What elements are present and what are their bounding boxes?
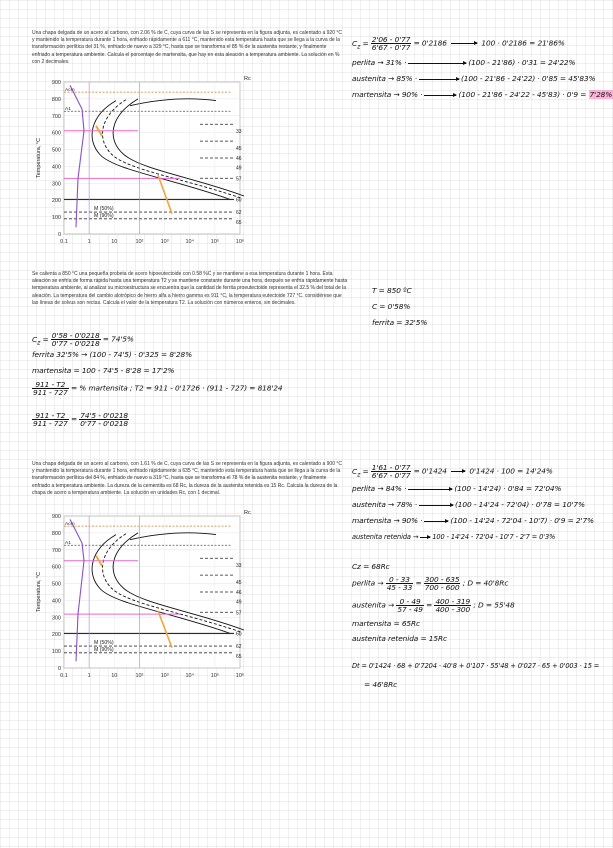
- rc-value: 33: [236, 562, 242, 569]
- a1-marker: A1: [65, 541, 71, 547]
- note1-line3: austenita → 85% · (100 - 21'86 - 24'22) · 0'85 = 45'83%: [352, 74, 596, 83]
- note1-frac: $\frac{2'06 - 0'77}{6'67 - 0'77}$: [371, 35, 411, 52]
- y-tick-label: 400: [51, 598, 61, 605]
- x-tick-label: 10⁶: [235, 239, 245, 245]
- m90-label: M (90%): [94, 646, 114, 653]
- note1-line4: martensita → 90% · (100 - 21'86 - 24'22 - 45'83) · 0'9 = 7'28%: [352, 90, 613, 99]
- rc-value: 49: [236, 599, 242, 606]
- y-tick-label: 500: [51, 147, 61, 154]
- rc-label: Rc: [244, 76, 251, 82]
- y-tick-label: 100: [51, 215, 61, 222]
- y-tick-label: 300: [51, 615, 61, 622]
- rc-value: 60: [236, 631, 242, 638]
- rc-value: 45: [236, 579, 242, 586]
- plot-area: [64, 516, 240, 668]
- note2-f: ferrita = 32'5%: [372, 318, 428, 327]
- x-tick-label: 0.1: [60, 239, 68, 245]
- ttt-chart-1: [30, 72, 262, 252]
- rc-value: 62: [236, 210, 242, 217]
- y-tick-label: 400: [51, 164, 61, 171]
- acm-marker: Acm: [65, 522, 75, 528]
- m90-label: M (90%): [94, 212, 114, 219]
- rc-value: 57: [236, 176, 242, 183]
- x-tick-label: 10³: [160, 673, 169, 679]
- rc-value: 60: [236, 197, 242, 204]
- cz-label: $C_z$ =: [352, 38, 369, 50]
- x-tick-label: 10⁶: [235, 673, 245, 679]
- problem-2-statement: Se calienta a 850 °C una pequeña probeta de acero hipoeutectoide con 0.58 %C y se mantiene a esa temperatura durante 1 hora. Esta aleación se enfría de forma rápida hasta una temperatura T2 y se mantiene constante durante una hora, después se enfría rápidamente hasta temperatura ambiente, al analizar su microestructura se encuentra que la cantidad de ferrita proeutectoide representa el 32.5 % del total de la aleación. La temperatura del cambio alotrópico de hierro alfa a hierro gamma es 911 °C, la temperatura eutectoide 727 °C. considérese que las líneas de solvus son rectas. Calcula el valor de la temperatura T2. La solución con números enteros, sin decimales.: [32, 271, 348, 306]
- rc-value: 65: [236, 220, 242, 227]
- note3-hd: Dt = 0'1424 · 68 + 0'7204 · 40'8 + 0'107 · 55'48 + 0'027 · 65 + 0'003 · 15 =: [352, 662, 600, 670]
- note3-h1: Cz = 68Rc: [352, 562, 390, 571]
- rc-label: Rc: [244, 510, 251, 516]
- y-tick-label: 200: [51, 198, 61, 205]
- note3-line3: austenita → 78% · (100 - 14'24 - 72'04) · 0'78 = 10'7%: [352, 500, 585, 509]
- y-tick-label: 700: [51, 547, 61, 554]
- ttt-chart-2: [30, 506, 262, 686]
- note2-t: T = 850 ºC: [372, 286, 412, 295]
- note2-eq1: $\frac{911 - T2}{911 - 727}$ = % martensita ; T2 = 911 - 0'1726 · (911 - 727) = 818'24: [33, 380, 283, 397]
- rc-value: 57: [236, 610, 242, 617]
- note3-line4: martensita → 90% · (100 - 14'24 - 72'04 - 10'7) · 0'9 = 2'7%: [352, 516, 594, 525]
- y-tick-label: 900: [51, 514, 61, 520]
- note3-h3: austenita → $\frac{0 - 49}{57 - 49}$ = $\frac{400 - 319}{400 - 300}$ ; D = 55'48: [352, 597, 515, 614]
- rc-value: 49: [236, 165, 242, 172]
- y-tick-label: 800: [51, 96, 61, 103]
- y-tick-label: 0: [57, 232, 61, 238]
- rc-value: 46: [236, 590, 242, 596]
- m50-label: M (50%): [94, 640, 114, 647]
- x-tick-label: 10²: [135, 239, 144, 245]
- rc-value: 65: [236, 654, 242, 661]
- rc-value: 45: [236, 145, 242, 152]
- problem-3-statement: Una chapa delgada de un acero al carbono, con 1.61 % de C, cuya curva de las S se representa en la figura adjunta, es calentado a 900 °C y mantenido la temperatura durante 1 hora, enfriado rápidamente a 635 °C, mantenido esta temperatura hasta que se llega a la curva de la transformación perlítica del 84 %, enfriado de nuevo a 319 °C, hasta que se transforma el 78 % de la austenita restante, y finalmente enfriado a temperatura ambiente. La dureza de la cementita es 68 Rc, la dureza de la austenita retenida es 15 Rc. Calcula la dureza de la chapa de acero a temperatura ambiente. La solución en unidades Rc, con 1 decimal.: [32, 461, 342, 496]
- note1-line2: perlita → 31% · (100 - 21'86) · 0'31 = 24'22%: [352, 58, 576, 67]
- note3-h5: austenita retenida = 15Rc: [352, 634, 448, 643]
- y-tick-label: 200: [51, 632, 61, 639]
- note2-ferrita: ferrita 32'5% → (100 - 74'5) · 0'325 = 8'28%: [32, 350, 193, 359]
- rc-value: 46: [236, 156, 242, 162]
- rc-value: 33: [236, 128, 242, 135]
- note3-line5: austenita retenida → 100 - 14'24 - 72'04 - 10'7 - 2'7 = 0'3%: [352, 533, 556, 541]
- x-tick-label: 10³: [160, 239, 169, 245]
- note1-result: 7'28%: [589, 90, 613, 99]
- note2-c: C = 0'58%: [372, 302, 411, 311]
- note2-martensita: martensita = 100 - 74'5 - 8'28 = 17'2%: [32, 366, 175, 375]
- x-tick-label: 10⁵: [210, 673, 220, 679]
- y-axis-label: Temperatura, °C: [36, 137, 42, 179]
- plot-area: [64, 82, 240, 234]
- x-tick-label: 0.1: [60, 673, 68, 679]
- a1-marker: A1: [65, 107, 71, 113]
- acm-marker: Acm: [65, 88, 75, 94]
- note3-line1: $C_z$ = $\frac{1'61 - 0'77}{6'67 - 0'77}$ = 0'1424 0'1424 · 100 = 14'24%: [352, 463, 553, 480]
- y-tick-label: 800: [51, 530, 61, 537]
- m50-label: M (50%): [94, 206, 114, 213]
- x-tick-label: 1: [87, 673, 91, 679]
- x-tick-label: 10: [111, 673, 118, 679]
- note3-h2: perlita → $\frac{0 - 33}{45 - 33}$ = $\frac{300 - 635}{700 - 600}$ ; D = 40'8Rc: [352, 575, 509, 592]
- y-tick-label: 600: [51, 130, 61, 137]
- x-tick-label: 10²: [135, 673, 144, 679]
- note1-line1: $C_z$ = $\frac{2'06 - 0'77}{6'67 - 0'77}$ = 0'2186 100 · 0'2186 = 21'86%: [352, 35, 565, 52]
- y-tick-label: 300: [51, 181, 61, 188]
- note3-h4: martensita = 65Rc: [352, 619, 421, 628]
- y-tick-label: 100: [51, 649, 61, 656]
- y-tick-label: 600: [51, 564, 61, 571]
- y-tick-label: 0: [57, 666, 61, 672]
- y-axis-label: Temperatura, °C: [36, 571, 42, 613]
- x-tick-label: 10⁴: [185, 673, 194, 679]
- note3-hd-result: = 46'8Rc: [364, 680, 398, 689]
- y-tick-label: 900: [51, 80, 61, 86]
- x-tick-label: 10⁴: [185, 239, 194, 245]
- y-tick-label: 500: [51, 581, 61, 588]
- x-tick-label: 1: [87, 239, 91, 245]
- note3-line2: perlita → 84% · (100 - 14'24) · 0'84 = 72'04%: [352, 484, 562, 493]
- rc-value: 62: [236, 644, 242, 651]
- note2-eq2: $\frac{911 - T2}{911 - 727}$ = $\frac{74'5 - 0'0218}{0'77 - 0'0218}$: [33, 411, 129, 428]
- y-tick-label: 700: [51, 113, 61, 120]
- note2-cz: $C_z$ = $\frac{0'58 - 0'0218}{0'77 - 0'0218}$ = 74'5%: [32, 331, 134, 348]
- x-tick-label: 10: [111, 239, 118, 245]
- problem-1-statement: Una chapa delgada de un acero al carbono, con 2.06 % de C, cuya curva de las S se representa en la figura adjunta, es calentado a 920 °C y mantenido la temperatura durante 1 hora, enfriado rápidamente a 611 °C, mantenido esta temperatura hasta que se llega a la curva de la transformación perlítica del 31 %, enfriado de nuevo a 329 °C, hasta que se transforma el 85 % de la austenita restante, y finalmente enfriado a temperatura ambiente. Calcula el porcentaje de martensita, que hay en esta aleación a temperatura ambiente. La solución en % con 2 decimales.: [32, 30, 342, 65]
- x-tick-label: 10⁵: [210, 239, 220, 245]
